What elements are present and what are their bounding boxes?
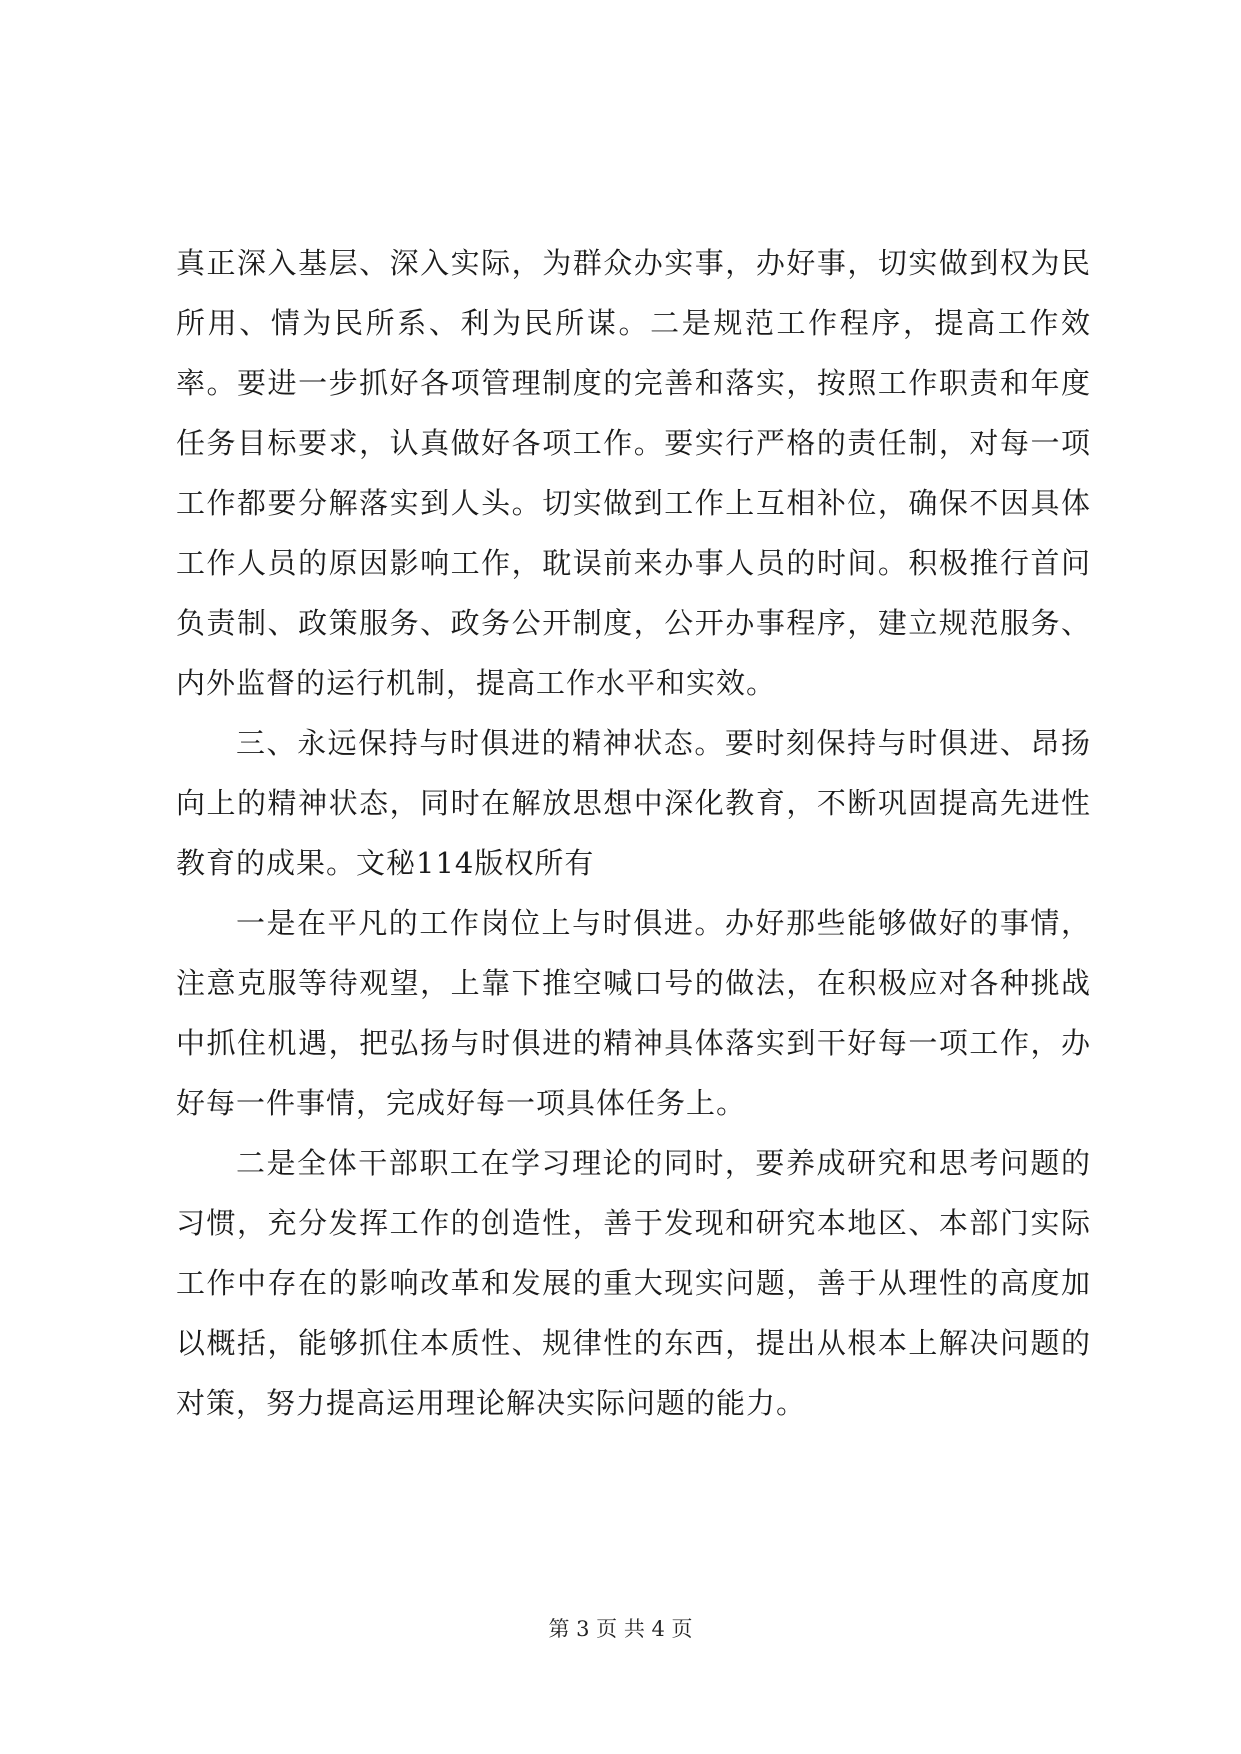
document-body [176,233,1091,1433]
paragraph-4: 二是全体干部职工在学习理论的同时，要养成研究和思考问题的习惯，充分发挥工作的创造性，善于发现和研究本地区、本部门实际工作中存在的影响改革和发展的重大现实问题，善于从理性的高度加以概括，能够抓住本质性、规律性的东西，提出从根本上解决问题的对策，努力提高运用理论解决实际问题的能力。 [176,1146,1091,1420]
paragraph-2: 三、永远保持与时俱进的精神状态。要时刻保持与时俱进、昂扬向上的精神状态，同时在解放思想中深化教育，不断巩固提高先进性教育的成果。文秘114版权所有 [176,726,1091,880]
page-footer: 第 3 页 共 4 页 [548,1617,693,1641]
paragraph-3: 一是在平凡的工作岗位上与时俱进。办好那些能够做好的事情，注意克服等待观望，上靠下推空喊口号的做法，在积极应对各种挑战中抓住机遇，把弘扬与时俱进的精神具体落实到干好每一项工作，办好每一件事情，完成好每一项具体任务上。 [176,906,1091,1120]
paragraph-1: 真正深入基层、深入实际，为群众办实事，办好事，切实做到权为民所用、情为民所系、利为民所谋。二是规范工作程序，提高工作效率。要进一步抓好各项管理制度的完善和落实，按照工作职责和年度任务目标要求，认真做好各项工作。要实行严格的责任制，对每一项工作都要分解落实到人头。切实做到工作上互相补位，确保不因具体工作人员的原因影响工作，耽误前来办事人员的时间。积极推行首问负责制、政策服务、政务公开制度，公开办事程序，建立规范服务、内外监督的运行机制，提高工作水平和实效。 [176,246,1091,700]
